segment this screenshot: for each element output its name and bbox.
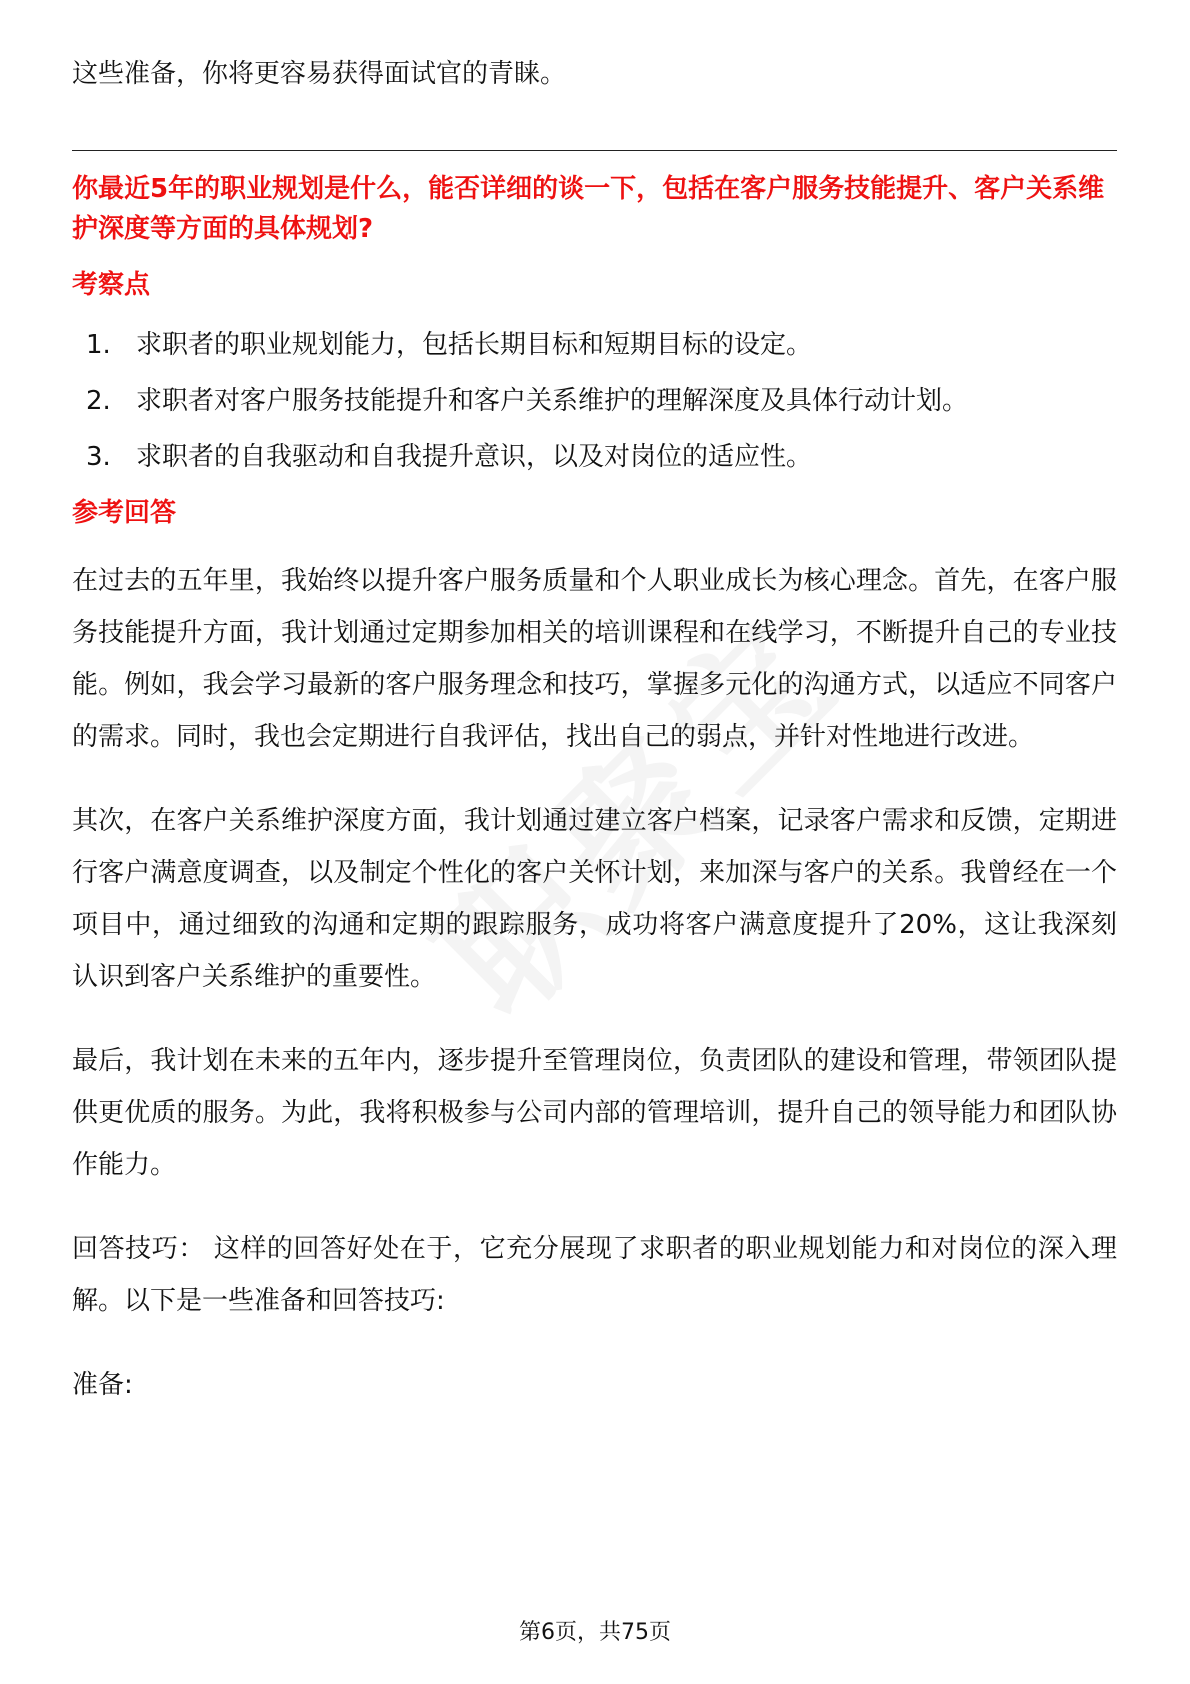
list-item-text: 求职者的自我驱动和自我提升意识，以及对岗位的适应性。: [136, 442, 813, 472]
answer-paragraph: 在过去的五年里，我始终以提升客户服务质量和个人职业成长为核心理念。首先，在客户服务技能提升方面，我计划通过定期参加相关的培训课程和在线学习，不断提升自己的专业技能。例如，我会学习最新的客户服务理念和技巧，掌握多元化的沟通方式，以适应不同客户的需求。同时，我也会定期进行自我评估，找出自己的弱点，并针对性地进行改进。: [72, 566, 1117, 752]
list-item-text: 求职者的职业规划能力，包括长期目标和短期目标的设定。: [136, 330, 813, 360]
answer-paragraph: 最后，我计划在未来的五年内，逐步提升至管理岗位，负责团队的建设和管理，带领团队提供更优质的服务。为此，我将积极参与公司内部的管理培训，提升自己的领导能力和团队协作能力。: [72, 1046, 1117, 1180]
assessment-list: [72, 325, 1117, 477]
list-item-number: 2.: [86, 386, 111, 416]
list-item: [72, 325, 1117, 365]
answer-title: 参考回答: [72, 498, 177, 528]
section-divider: [72, 150, 1117, 151]
question-heading: 你最近5年的职业规划是什么，能否详细的谈一下，包括在客户服务技能提升、客户关系维护深度等方面的具体规划?: [72, 174, 1105, 244]
assessment-title: 考察点: [72, 270, 151, 300]
intro-text: 这些准备，你将更容易获得面试官的青睐。: [72, 59, 567, 89]
preparation-label: 准备:: [72, 1370, 133, 1400]
page-content: [72, 52, 1117, 1411]
list-item-number: 1.: [86, 330, 111, 360]
page-number: 第6页，共75页: [519, 1620, 671, 1645]
list-item: [72, 381, 1117, 421]
list-item: [72, 437, 1117, 477]
answer-paragraph: 其次，在客户关系维护深度方面，我计划通过建立客户档案，记录客户需求和反馈，定期进行客户满意度调查，以及制定个性化的客户关怀计划，来加深与客户的关系。我曾经在一个项目中，通过细致的沟通和定期的跟踪服务，成功将客户满意度提升了20%，这让我深刻认识到客户关系维护的重要性。: [72, 806, 1117, 992]
list-item-number: 3.: [86, 442, 111, 472]
list-item-text: 求职者对客户服务技能提升和客户关系维护的理解深度及具体行动计划。: [136, 386, 969, 416]
answer-tips-paragraph: 回答技巧： 这样的回答好处在于，它充分展现了求职者的职业规划能力和对岗位的深入理解。以下是一些准备和回答技巧:: [72, 1234, 1117, 1316]
